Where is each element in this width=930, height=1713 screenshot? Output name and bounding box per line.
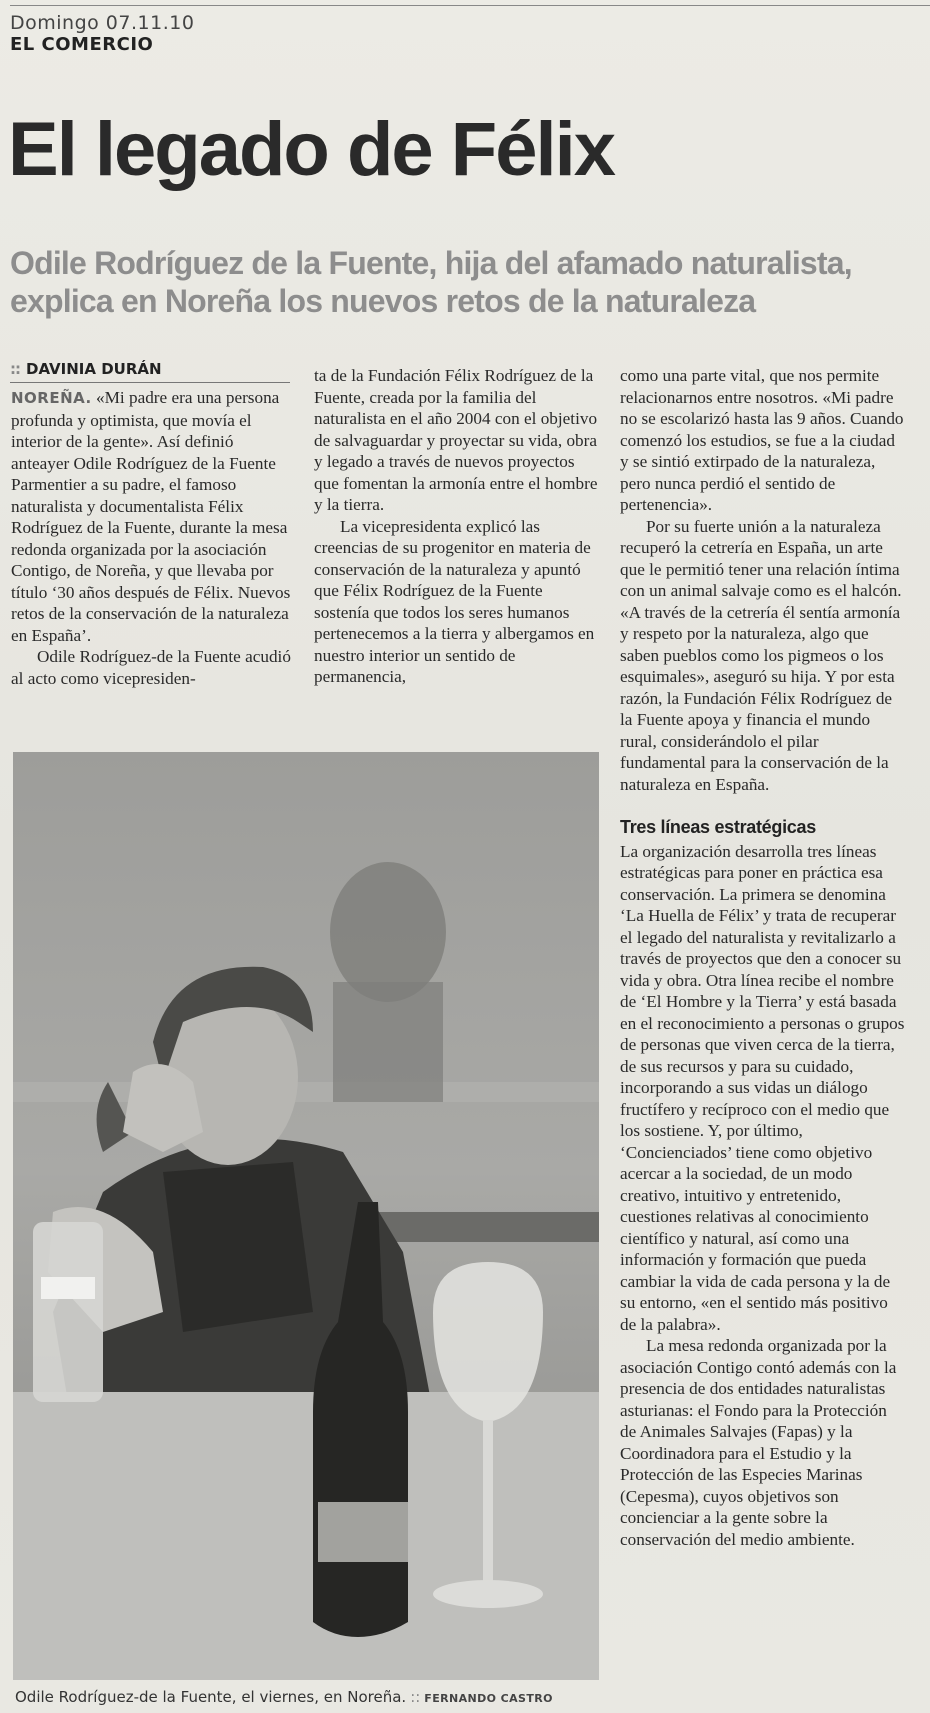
article-column-1 xyxy=(11,387,291,689)
paragraph: La organización desarrolla tres líneas estratégicas para poner en práctica esa conservación. La primera se denomina ‘La Huella de Félix’ y trata de recuperar el legado del naturalista y revitalizarlo a través de proyectos que den a conocer su vida y obra. Otra línea recibe el nombre de ‘El Hombre y la Tierra’ y está basada en el reconocimiento a personas o grupos de personas que viven cerca de la tierra, de sus recursos y para su cuidado, incorporando a sus vidas un diálogo fructífero y recíproco con el medio que los sostiene. Y, por último, ‘Concienciados’ tiene como objetivo acercar a la sociedad, de un modo creativo, intuitivo y entretenido, cuestiones relativas al conocimiento científico y natural, así como una información y formación que pueda cambiar la vida de cada persona y la de su entorno, «en el sentido más positivo de la palabra». xyxy=(620,841,905,1334)
paragraph: como una parte vital, que nos permite relacionarnos entre nosotros. «Mi padre no se escolarizó hasta las 9 años. Cuando comenzó los estudios, se fue a la ciudad y se sintió extirpado de la naturaleza, pero nunca perdió el sentido de pertenencia». xyxy=(620,366,904,514)
byline-author: DAVINIA DURÁN xyxy=(26,360,162,378)
subheadline: Odile Rodríguez de la Fuente, hija del afamado naturalista, explica en Noreña los nuevos retos de la naturaleza xyxy=(10,245,852,319)
wall-shadow xyxy=(330,862,446,1002)
wall-shadow-body xyxy=(333,982,443,1102)
newspaper-name: EL COMERCIO xyxy=(10,34,154,55)
headline: El legado de Félix xyxy=(8,107,614,192)
photo-image xyxy=(13,752,599,1680)
table xyxy=(13,1392,599,1680)
issue-date: Domingo 07.11.10 xyxy=(10,12,195,34)
paragraph xyxy=(11,387,291,646)
turtleneck xyxy=(163,1162,313,1332)
article-column-3 xyxy=(620,365,905,1550)
paragraph: ta de la Fundación Félix Rodríguez de la Fuente, creada por la familia del naturalista en el año 2004 con el objetivo de salvaguardar y proyectar su vida, obra y legado a través de nuevos proyectos que fomentan la armonía entre el hombre y la tierra. xyxy=(314,366,598,514)
top-rule xyxy=(10,5,930,6)
paragraph-text: «Mi padre era una persona profunda y optimista, que movía el interior de la gente». Así definió anteayer Odile Rodríguez de la Fuente Parmentier a su padre, el famoso naturalista y documentalista Félix Rodríguez de la Fuente, durante la mesa redonda organizada por la asociación Contigo, de Noreña, y que llevaba por título ‘30 años después de Félix. Nuevos retos de la conservación de la naturaleza en España’. xyxy=(11,388,291,645)
photo-credit: FERNANDO CASTRO xyxy=(424,1692,553,1705)
credit-marker: :: xyxy=(410,1688,421,1706)
bottle-label xyxy=(41,1277,95,1299)
byline xyxy=(10,360,290,383)
wine-glass-stem xyxy=(483,1420,493,1590)
paragraph: Odile Rodríguez-de la Fuente acudió al acto como vicepresiden- xyxy=(11,647,291,688)
caption-text: Odile Rodríguez-de la Fuente, el viernes, en Noreña. xyxy=(15,1688,407,1706)
water-bottle xyxy=(33,1222,103,1402)
dark-bottle-label xyxy=(318,1502,408,1562)
byline-marker: :: xyxy=(10,360,20,378)
article-photo xyxy=(13,752,599,1680)
section-subheading: Tres líneas estratégicas xyxy=(620,817,816,837)
dateline: NOREÑA. xyxy=(11,389,92,407)
photo-caption xyxy=(15,1688,615,1706)
paragraph: La vicepresidenta explicó las creencias de su progenitor en materia de conservación de la naturaleza y apuntó que Félix Rodríguez de la Fuente sostenía que todos los seres humanos pertenecemos a la tierra y albergamos en nuestro interior un sentido de permanencia, xyxy=(314,516,595,686)
wine-glass-base xyxy=(433,1580,543,1608)
article-column-2 xyxy=(314,365,599,688)
paragraph: Por su fuerte unión a la naturaleza recuperó la cetrería en España, un arte que le permitió tener una relación íntima con un animal salvaje como es el halcón. «A través de la cetrería él sentía armonía y respeto por la naturaleza, algo que saben pueblos como los pigmeos o los esquimales», aseguró su hija. Y por esta razón, la Fundación Félix Rodríguez de la Fuente apoya y financia el mundo rural, considerándolo el pilar fundamental para la conservación de la naturaleza en España. xyxy=(620,516,902,794)
paragraph: La mesa redonda organizada por la asociación Contigo contó además con la presencia de dos entidades naturalistas asturianas: el Fondo para la Protección de Animales Salvajes (Fapas) y la Coordinadora para el Estudio y la Protección de las Especies Marinas (Cepesma), cuyos objetivos son concienciar a la gente sobre la conservación del medio ambiente. xyxy=(620,1336,897,1549)
